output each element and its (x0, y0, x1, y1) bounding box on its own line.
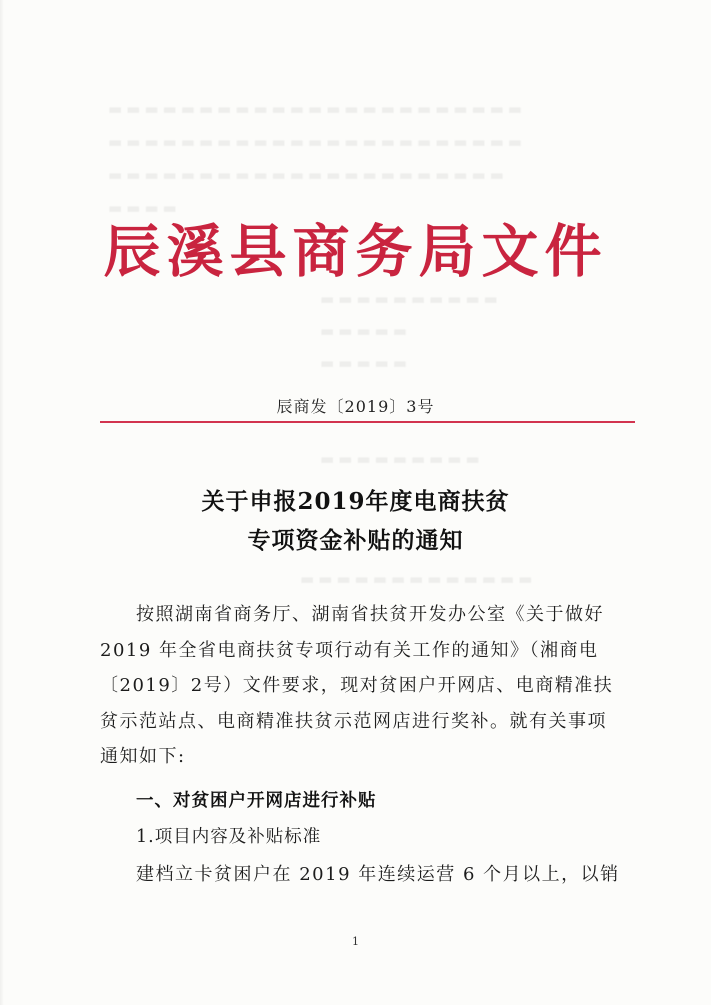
notice-title-line-2: 专项资金补贴的通知 (247, 527, 464, 554)
bleed-through-mark: ▬▬▬▬▬▬▬▬▬▬ (320, 290, 502, 308)
bleed-through-mark: ▬▬▬▬▬▬▬▬▬ (320, 450, 484, 468)
bleed-through-mark: ▬▬▬▬▬▬▬▬▬▬▬▬▬ (300, 570, 537, 588)
intro-paragraph (100, 597, 640, 775)
document-number: 辰商发〔2019〕3号 (276, 397, 435, 416)
letterhead-title: 辰溪县商务局文件 (103, 218, 608, 285)
notice-title-line-1: 关于申报2019年度电商扶贫 (201, 488, 510, 515)
bleed-through-mark: ▬▬▬▬▬ (320, 322, 411, 340)
bleed-through-mark: ▬▬▬▬▬▬▬▬▬▬▬▬▬▬▬▬▬▬▬▬▬▬ (108, 166, 508, 184)
bleed-through-mark: ▬▬▬▬▬ (320, 354, 411, 372)
intro-line: 2019 年全省电商扶贫专项行动有关工作的通知》（湘商电 (100, 639, 599, 661)
intro-line: 按照湖南省商务厅、湖南省扶贫开发办公室《关于做好 (136, 604, 604, 625)
bleed-through-mark: ▬▬▬▬▬▬▬▬▬▬▬▬▬▬▬▬▬▬▬▬▬▬▬ (108, 133, 526, 151)
intro-line: 贫示范站点、电商精准扶贫示范网店进行奖补。就有关事项 (100, 710, 607, 732)
bleed-through-mark: ▬▬▬▬ (108, 199, 181, 217)
subsection-heading: 1.项目内容及补贴标准 (136, 827, 322, 847)
intro-line: 通知如下: (100, 746, 186, 767)
page-number: 1 (352, 935, 359, 948)
intro-line: 〔2019〕2号）文件要求，现对贫困户开网店、电商精准扶 (100, 675, 614, 696)
section-heading: 一、对贫困户开网店进行补贴 (136, 791, 377, 811)
bleed-through-mark: ▬▬▬▬▬▬▬▬▬▬▬▬▬▬▬▬▬▬▬▬▬▬▬ (108, 100, 526, 118)
red-divider-line (100, 421, 635, 423)
body-paragraph: 建档立卡贫困户在 2019 年连续运营 6 个月以上，以销 (136, 864, 620, 885)
